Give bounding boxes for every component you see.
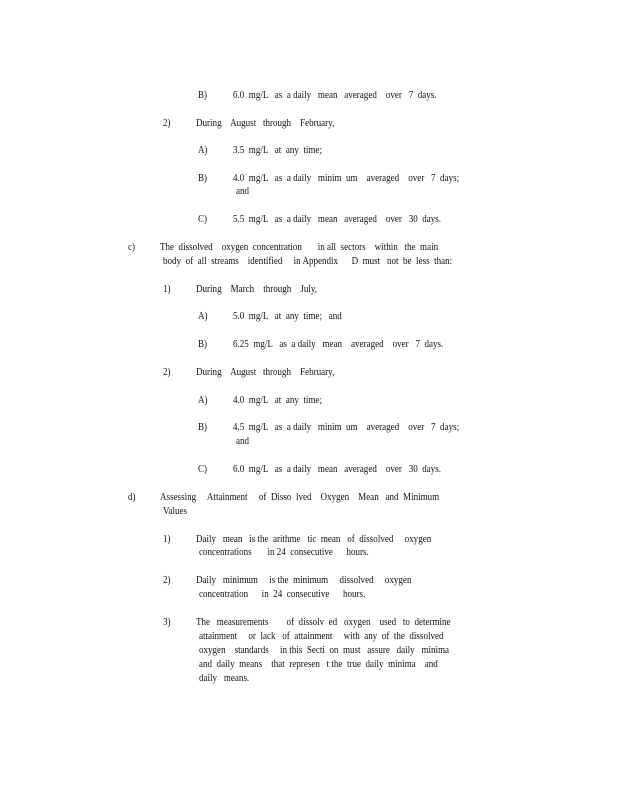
item-label: 3) (163, 617, 171, 628)
text-line: body of all streams identified in Appendix D must not be less than: (163, 256, 453, 267)
text-line: concentration in 24 consecutive hours. (199, 589, 366, 600)
text-line: Values (163, 506, 188, 517)
item-label: 2) (163, 367, 171, 378)
text-line: and (236, 436, 250, 447)
text-line: 6.0 mg/L as a daily mean averaged over 30 days. (233, 464, 442, 475)
item-label: A) (198, 145, 208, 156)
text-line: During August through February, (196, 367, 335, 378)
text-line: and daily means that represen t the true daily minima and (199, 659, 438, 670)
text-line: Daily minimum is the minimum dissolved oxygen (196, 575, 412, 586)
text-line: 4.5 mg/L as a daily minim um averaged over 7 days; (233, 422, 460, 433)
text-line: The dissolved oxygen concentration in all sectors within the main (160, 242, 439, 253)
item-label: 1) (163, 284, 171, 295)
text-line: The measurements of dissolv ed oxygen used to determine (196, 617, 451, 628)
text-line: During March through July, (196, 284, 318, 295)
text-line: 3.5 mg/L at any time; (233, 145, 322, 156)
text-line: 6.25 mg/L as a daily mean averaged over 7 days. (233, 339, 444, 350)
item-label: A) (198, 311, 208, 322)
text-line: Assessing Attainment of Disso lved Oxygen Mean and Minimum (160, 492, 440, 503)
text-line: 4.0 mg/L at any time; (233, 395, 322, 406)
text-line: Daily mean is the arithme tic mean of dissolved oxygen (196, 534, 432, 545)
item-label: B) (198, 90, 208, 101)
text-line: oxygen standards in this Secti on must assure daily minima (199, 645, 450, 656)
section-label: d) (128, 492, 136, 503)
item-label: 2) (163, 575, 171, 586)
item-label: 1) (163, 534, 171, 545)
text-line: 5.5 mg/L as a daily mean averaged over 30 days. (233, 214, 442, 225)
text-line: During August through February, (196, 118, 335, 129)
item-label: C) (198, 464, 208, 475)
text-line: 4.0 mg/L as a daily minim um averaged over 7 days; (233, 173, 460, 184)
text-line: and (236, 186, 250, 197)
item-label: A) (198, 395, 208, 406)
text-line: 5.0 mg/L at any time; and (233, 311, 342, 322)
text-line: concentrations in 24 consecutive hours. (199, 547, 369, 558)
text-line: attainment or lack of attainment with any of the dissolved (199, 631, 444, 642)
item-label: B) (198, 422, 208, 433)
item-label: B) (198, 339, 208, 350)
text-line: 6.0 mg/L as a daily mean averaged over 7 days. (233, 90, 437, 101)
section-label: c) (128, 242, 136, 253)
item-label: 2) (163, 118, 171, 129)
item-label: B) (198, 173, 208, 184)
text-line: daily means. (199, 673, 250, 684)
item-label: C) (198, 214, 208, 225)
